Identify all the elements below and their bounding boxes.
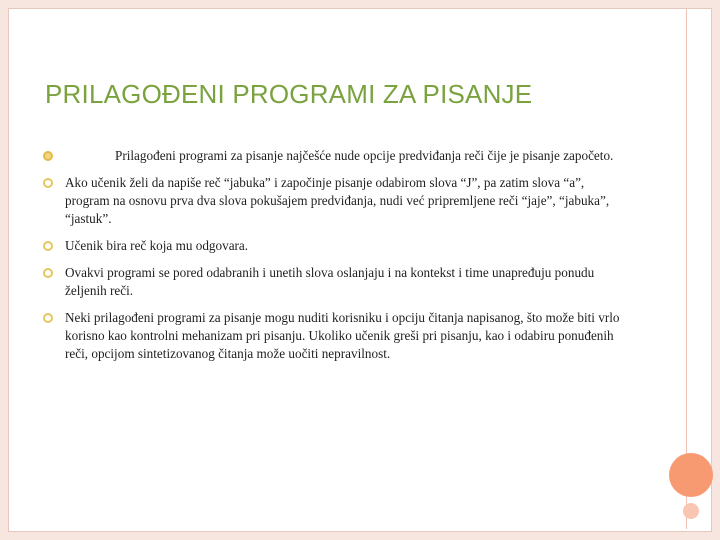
bullet-item — [43, 174, 623, 228]
bullet-item — [43, 237, 623, 255]
bullet-item — [43, 147, 623, 165]
circle-bullet-icon — [43, 268, 53, 278]
bullet-text: Prilagođeni programi za pisanje najčešće nude opcije predviđanja reči čije je pisanje započeto. — [115, 148, 614, 163]
decorative-vertical-line — [686, 9, 687, 529]
bullet-item — [43, 309, 623, 363]
circle-bullet-icon — [43, 313, 53, 323]
bullet-text: Neki prilagođeni programi za pisanje mogu nuditi korisniku i opciju čitanja napisanog, što može biti vrlo korisno kao kontrolni mehanizam pri pisanju. Ukoliko učenik greši pri pisanju, kao i odabiru ponuđenih reči, opcijom sintetizovanog čitanja može uočiti nepravilnost. — [65, 310, 620, 361]
bullet-text: Ovakvi programi se pored odabranih i unetih slova oslanjaju i na kontekst i time unapređuju ponudu željenih reči. — [65, 265, 595, 298]
circle-bullet-icon — [43, 178, 53, 188]
bullet-list — [43, 147, 623, 372]
large-orange-circle-icon — [669, 453, 713, 497]
slide — [8, 8, 712, 532]
circle-bullet-icon — [43, 151, 53, 161]
small-orange-circle-icon — [683, 503, 699, 519]
bullet-item — [43, 264, 623, 300]
bullet-text: Ako učenik želi da napiše reč “jabuka” i započinje pisanje odabirom slova “J”, pa zatim slova “a”, program na osnovu prva dva slova pokušajem predviđanja, nudi već pripremljene reči “jaje”, “jabuka”, “jastuk”. — [65, 175, 610, 226]
bullet-text: Učenik bira reč koja mu odgovara. — [65, 238, 249, 253]
slide-title: PRILAGOĐENI PROGRAMI ZA PISANJE — [45, 79, 533, 109]
circle-bullet-icon — [43, 241, 53, 251]
